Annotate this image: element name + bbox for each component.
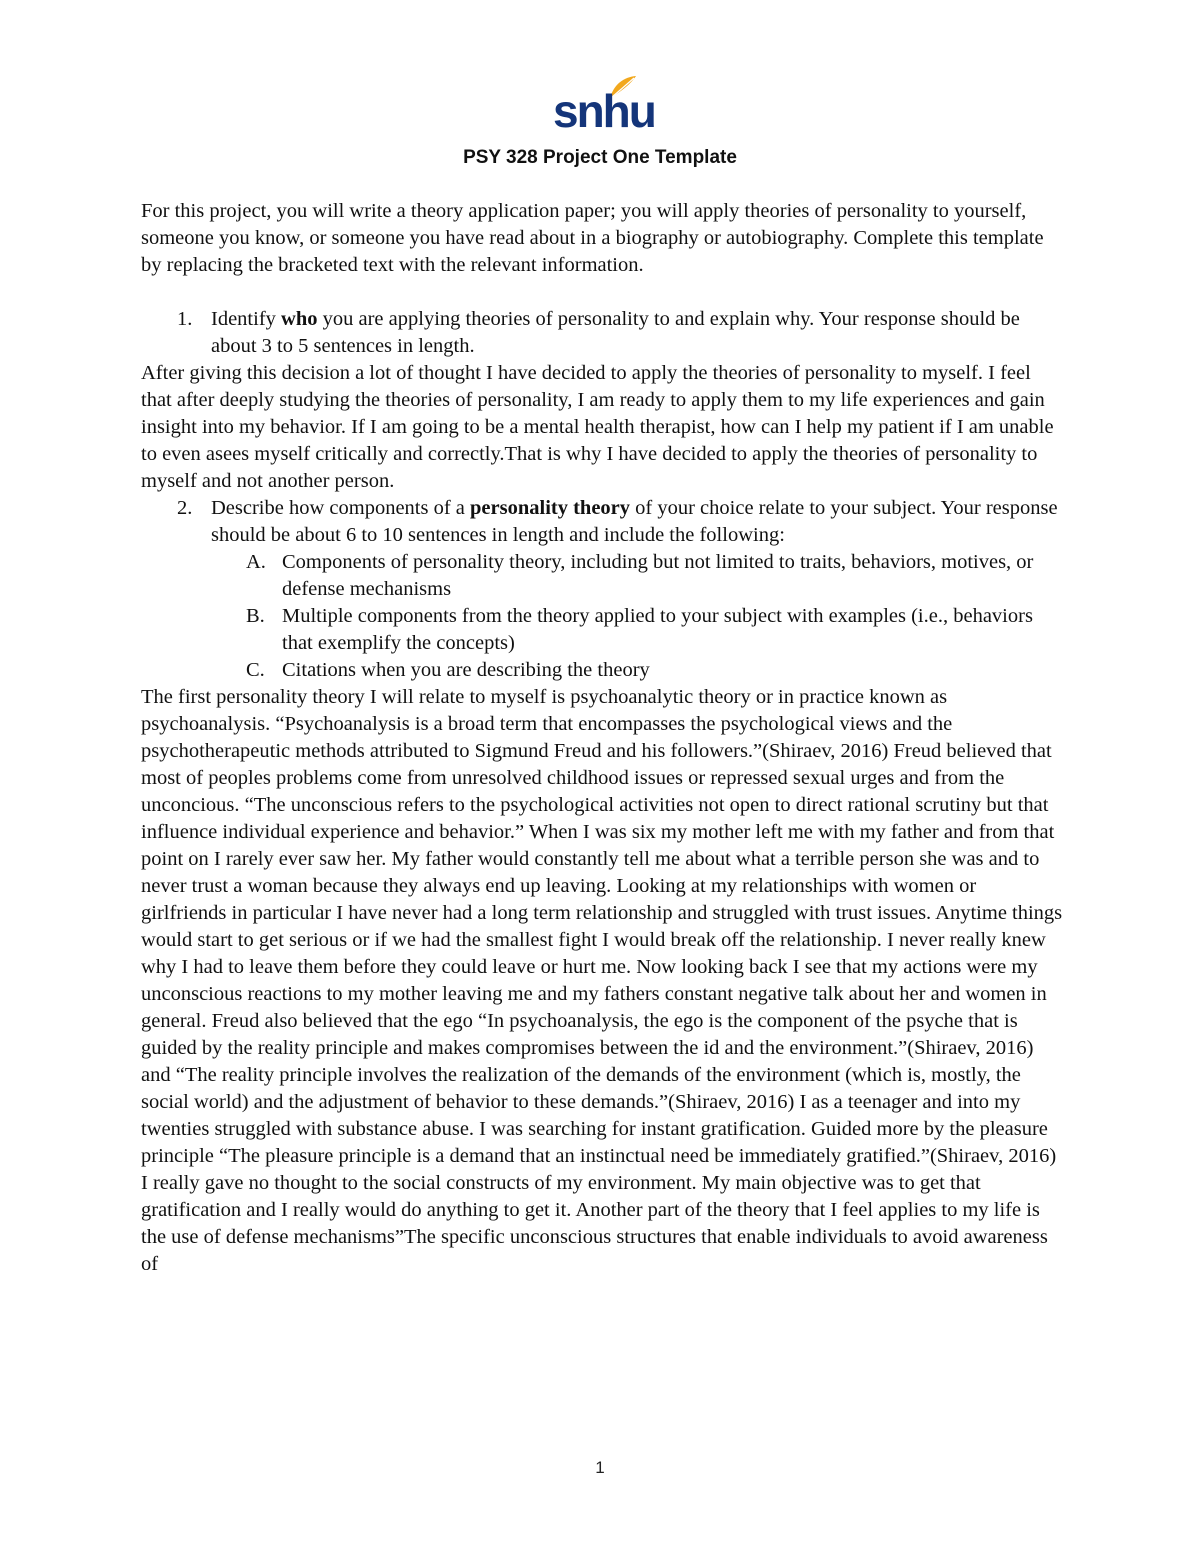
- item-number: 1.: [177, 308, 193, 330]
- snhu-logo: [550, 74, 655, 138]
- intro-paragraph: For this project, you will write a theory application paper; you will apply theories of personality to yourself, someone you know, or someone you have read about in a biography or autobiography. Complete this template by replacing the bracketed text with the relevant information.: [141, 200, 1044, 276]
- document-body: [141, 198, 1066, 1278]
- page-title: PSY 328 Project One Template: [463, 147, 737, 168]
- sub-item-text: Multiple components from the theory applied to your subject with examples (i.e., behaviors that exemplify the concepts): [282, 605, 1033, 654]
- sub-item-letter: C.: [246, 659, 265, 681]
- item-text-before: Describe how components of a: [211, 497, 471, 519]
- sub-item-letter: A.: [246, 551, 266, 573]
- sub-item-letter: B.: [246, 605, 265, 627]
- sub-item-a: [141, 549, 1066, 603]
- page-number: 1: [595, 1458, 605, 1477]
- item-number: 2.: [177, 497, 193, 519]
- sub-item-text: Components of personality theory, including but not limited to traits, behaviors, motives, or defense mechanisms: [282, 551, 1034, 600]
- sub-item-text: Citations when you are describing the theory: [282, 659, 650, 681]
- logo-wordmark: snhu: [553, 85, 655, 137]
- sub-item-b: [141, 603, 1066, 657]
- numbered-item-1: [141, 306, 1066, 360]
- item-text-before: Identify: [211, 308, 282, 330]
- answer-paragraph-2: The first personality theory I will relate to myself is psychoanalytic theory or in practice known as psychoanalysis. “Psychoanalysis is a broad term that encompasses the psychological views and the psychotherapeutic methods attributed to Sigmund Freud and his followers.”(Shiraev, 2016) Freud believed that most of peoples problems come from unresolved childhood issues or repressed sexual urges and from the unconcious. “The unconscious refers to the psychological activities not open to direct rational scrutiny but that influence individual experience and behavior.” When I was six my mother left me with my father and from that point on I rarely ever saw her. My father would constantly tell me about what a terrible person she was and to never trust a woman because they always end up leaving. Looking at my relationships with women or girlfriends in particular I have never had a long term relationship and struggled with trust issues. Anytime things would start to get serious or if we had the smallest fight I would break off the relationship. I never really knew why I had to leave them before they could leave or hurt me. Now looking back I see that my actions were my unconscious reactions to my mother leaving me and my fathers constant negative talk about her and women in general. Freud also believed that the ego “In psychoanalysis, the ego is the component of the psyche that is guided by the reality principle and makes compromises between the id and the environment.”(Shiraev, 2016) and “The reality principle involves the realization of the demands of the environment (which is, mostly, the social world) and the adjustment of behavior to these demands.”(Shiraev, 2016) I as a teenager and into my twenties struggled with substance abuse. I was searching for instant gratification. Guided more by the pleasure principle “The pleasure principle is a demand that an instinctual need be immediately gratified.”(Shiraev, 2016) I really gave no thought to the social constructs of my environment. My main objective was to get that gratification and I really would do anything to get it. Another part of the theory that I feel applies to my life is the use of defense mechanisms”The specific unconscious structures that enable individuals to avoid awareness of: [141, 686, 1063, 1275]
- answer-paragraph-1: After giving this decision a lot of thought I have decided to apply the theories of personality to myself. I feel that after deeply studying the theories of personality, I am ready to apply them to my life experiences and gain insight into my behavior. If I am going to be a mental health therapist, how can I help my patient if I am unable to even asees myself critically and correctly.That is why I have decided to apply the theories of personality to myself and not another person.: [141, 362, 1054, 492]
- item-bold-term: who: [281, 308, 318, 330]
- item-text-after: of your choice relate to your subject. Your response should be about 6 to 10 sentences in length and include the following:: [211, 497, 1058, 546]
- item-bold-term: personality theory: [470, 497, 631, 519]
- numbered-item-2: [141, 495, 1066, 549]
- sub-item-c: [141, 657, 1066, 684]
- item-text-after: you are applying theories of personality to and explain why. Your response should be about 3 to 5 sentences in length.: [211, 308, 1020, 357]
